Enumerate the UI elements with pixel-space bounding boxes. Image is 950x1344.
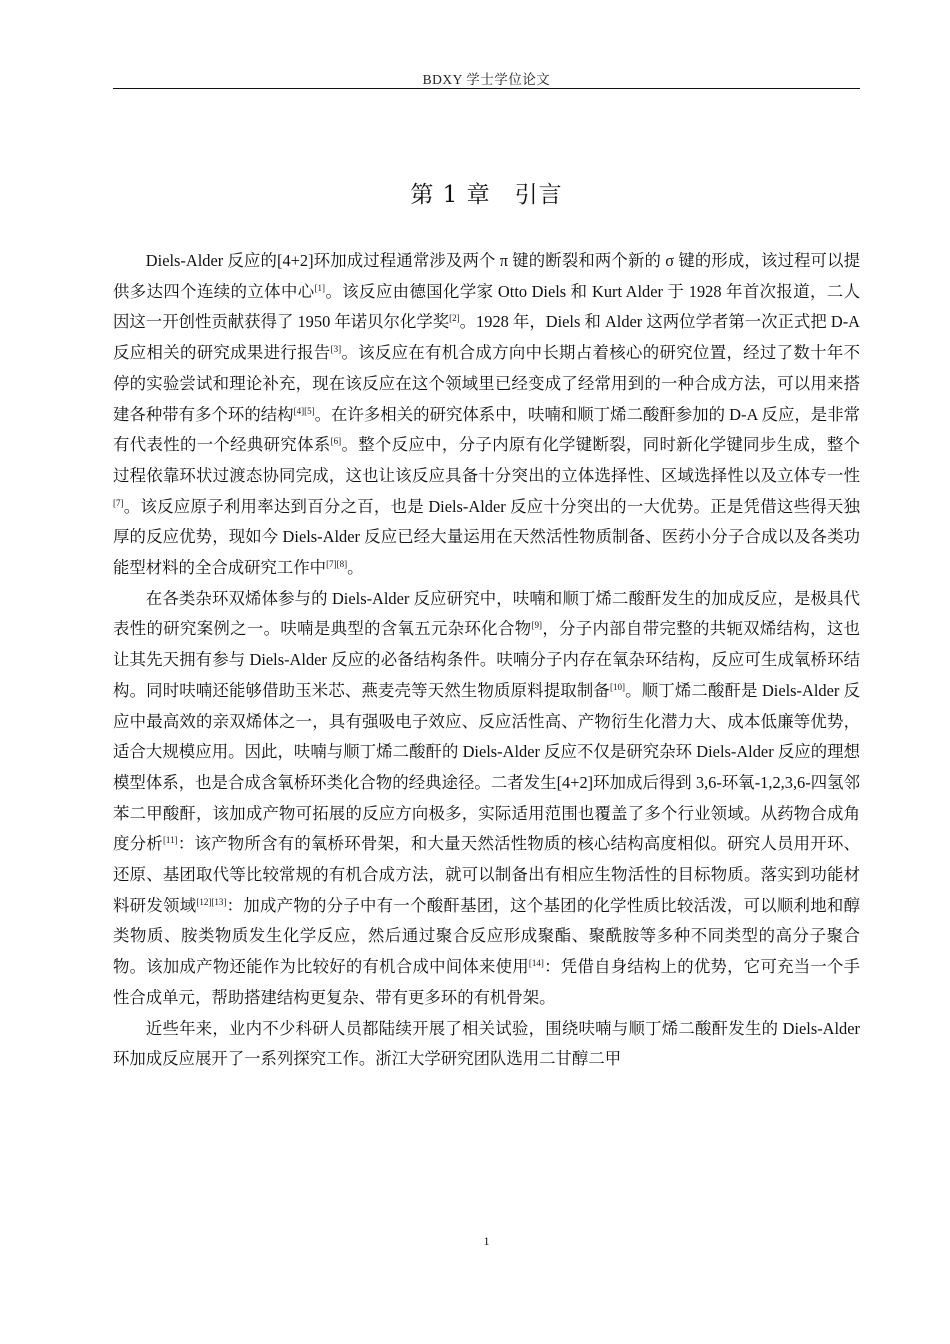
running-header: BDXY 学士学位论文 <box>422 72 551 87</box>
citation-ref: [2] <box>449 313 460 324</box>
paragraph <box>113 584 860 1014</box>
text-run: 在各类杂环双烯体参与的 Diels-Alder 反应研究中，呋喃和顺丁烯二酸酐发生的加成反应，是极具代表性的研究案例之一。呋喃是典型的含氧五元杂环化合物 <box>113 588 860 639</box>
text-run: ：加成产物的分子中有一个酸酐基团，这个基团的化学性质比较活泼，可以顺利地和醇类物质、胺类物质发生化学反应，然后通过聚合反应形成聚酯、聚酰胺等多种不同类型的高分子聚合物。该加成产物还能作为比较好的有机合成中间体来使用 <box>113 895 861 977</box>
chapter-label: 第 1 章 <box>410 182 491 208</box>
citation-ref: [12][13] <box>196 896 227 907</box>
paragraph <box>113 246 860 584</box>
citation-ref: [4][5] <box>293 405 315 416</box>
body-text <box>113 246 860 1075</box>
citation-ref: [11] <box>162 835 178 846</box>
text-run: 。该反应由德国化学家 Otto Diels 和 Kurt Alder 于 1928 年首次报道，二人因这一开创性贡献获得了 1950 年诺贝尔化学奖 <box>113 281 860 332</box>
header-rule <box>113 88 860 89</box>
chapter-title <box>113 176 860 209</box>
text-run: 。整个反应中，分子内原有化学键断裂，同时新化学键同步生成，整个过程依靠环状过渡态协同完成，这也让该反应具备十分突出的立体选择性、区域选择性以及立体专一性 <box>113 435 861 485</box>
text-run: ，分子内部自带完整的共轭双烯结构，这也让其先天拥有参与 Diels-Alder 反应的必备结构条件。呋喃分子内存在氧杂环结构，反应可生成氧桥环结构。同时呋喃还能够借助玉米芯、燕麦壳等天然生物质原料提取制备 <box>113 619 861 700</box>
page-number: 1 <box>483 1234 490 1248</box>
text-run: 。该反应在有机合成方向中长期占着核心的研究位置，经过了数十年不停的实验尝试和理论补充，现在该反应在这个领域里已经变成了经常用到的一种合成方法，可以用来搭建各种带有多个环的结构 <box>113 343 861 424</box>
citation-ref: [6] <box>330 436 342 447</box>
text-run: 近些年来，业内不少科研人员都陆续开展了相关试验，围绕呋喃与顺丁烯二酸酐发生的 Diels-Alder 环加成反应展开了一系列探究工作。浙江大学研究团队选用二甘醇二甲 <box>113 1018 860 1069</box>
paragraph <box>113 1014 860 1075</box>
text-run: 。1928 年，Diels 和 Alder 这两位学者第一次正式把 D-A 反应相关的研究成果进行报告 <box>113 312 860 363</box>
citation-ref: [14] <box>528 958 544 969</box>
text-run: 。在许多相关的研究体系中，呋喃和顺丁烯二酸酐参加的 D-A 反应，是非常有代表性的一个经典研究体系 <box>113 404 861 455</box>
citation-ref: [7] <box>113 497 124 508</box>
citation-ref: [9] <box>531 620 542 631</box>
chapter-name: 引言 <box>514 182 563 208</box>
text-run: ：凭借自身结构上的优势，它可充当一个手性合成单元，帮助搭建结构更复杂、带有更多环的有机骨架。 <box>113 957 861 1007</box>
text-run: 。该反应原子利用率达到百分之百，也是 Diels-Alder 反应十分突出的一大优势。正是凭借这些得天独厚的反应优势，现如今 Diels-Alder 反应已经大量运用在天然活性物质制备、医药小分子合成以及各类功能型材料的全合成研究工作中 <box>113 496 860 578</box>
text-run: ：该产物所含有的氧桥环骨架，和大量天然活性物质的核心结构高度相似。研究人员用开环、还原、基团取代等比较常规的有机合成方法，就可以制备出有相应生物活性的目标物质。落实到功能材料研发领域 <box>113 834 861 915</box>
citation-ref: [1] <box>314 282 326 293</box>
citation-ref: [3] <box>330 344 342 355</box>
text-run: 。 <box>347 558 364 578</box>
text-run: Diels-Alder 反应的[4+2]环加成过程通常涉及两个 π 键的断裂和两个新的 σ 键的形成，该过程可以提供多达四个连续的立体中心 <box>113 251 860 301</box>
text-run: 。顺丁烯二酸酐是 Diels-Alder 反应中最高效的亲双烯体之一，具有强吸电子效应、反应活性高、产物衍生化潜力大、成本低廉等优势，适合大规模应用。因此，呋喃与顺丁烯二酸酐的 Diels-Alder 反应不仅是研究杂环 Diels-Alder 反应的理想模型体系，也是合成含氧桥环类化合物的经典途径。二者发生[4+2]环加成后得到 3,6-环氧-1,2,3,6-四氢邻苯二甲酸酐，该加成产物可拓展的反应方向极多，实际适用范围也覆盖了多个行业领域。从药物合成角度分析 <box>113 680 860 854</box>
citation-ref: [7][8] <box>326 559 348 570</box>
citation-ref: [10] <box>609 681 625 692</box>
